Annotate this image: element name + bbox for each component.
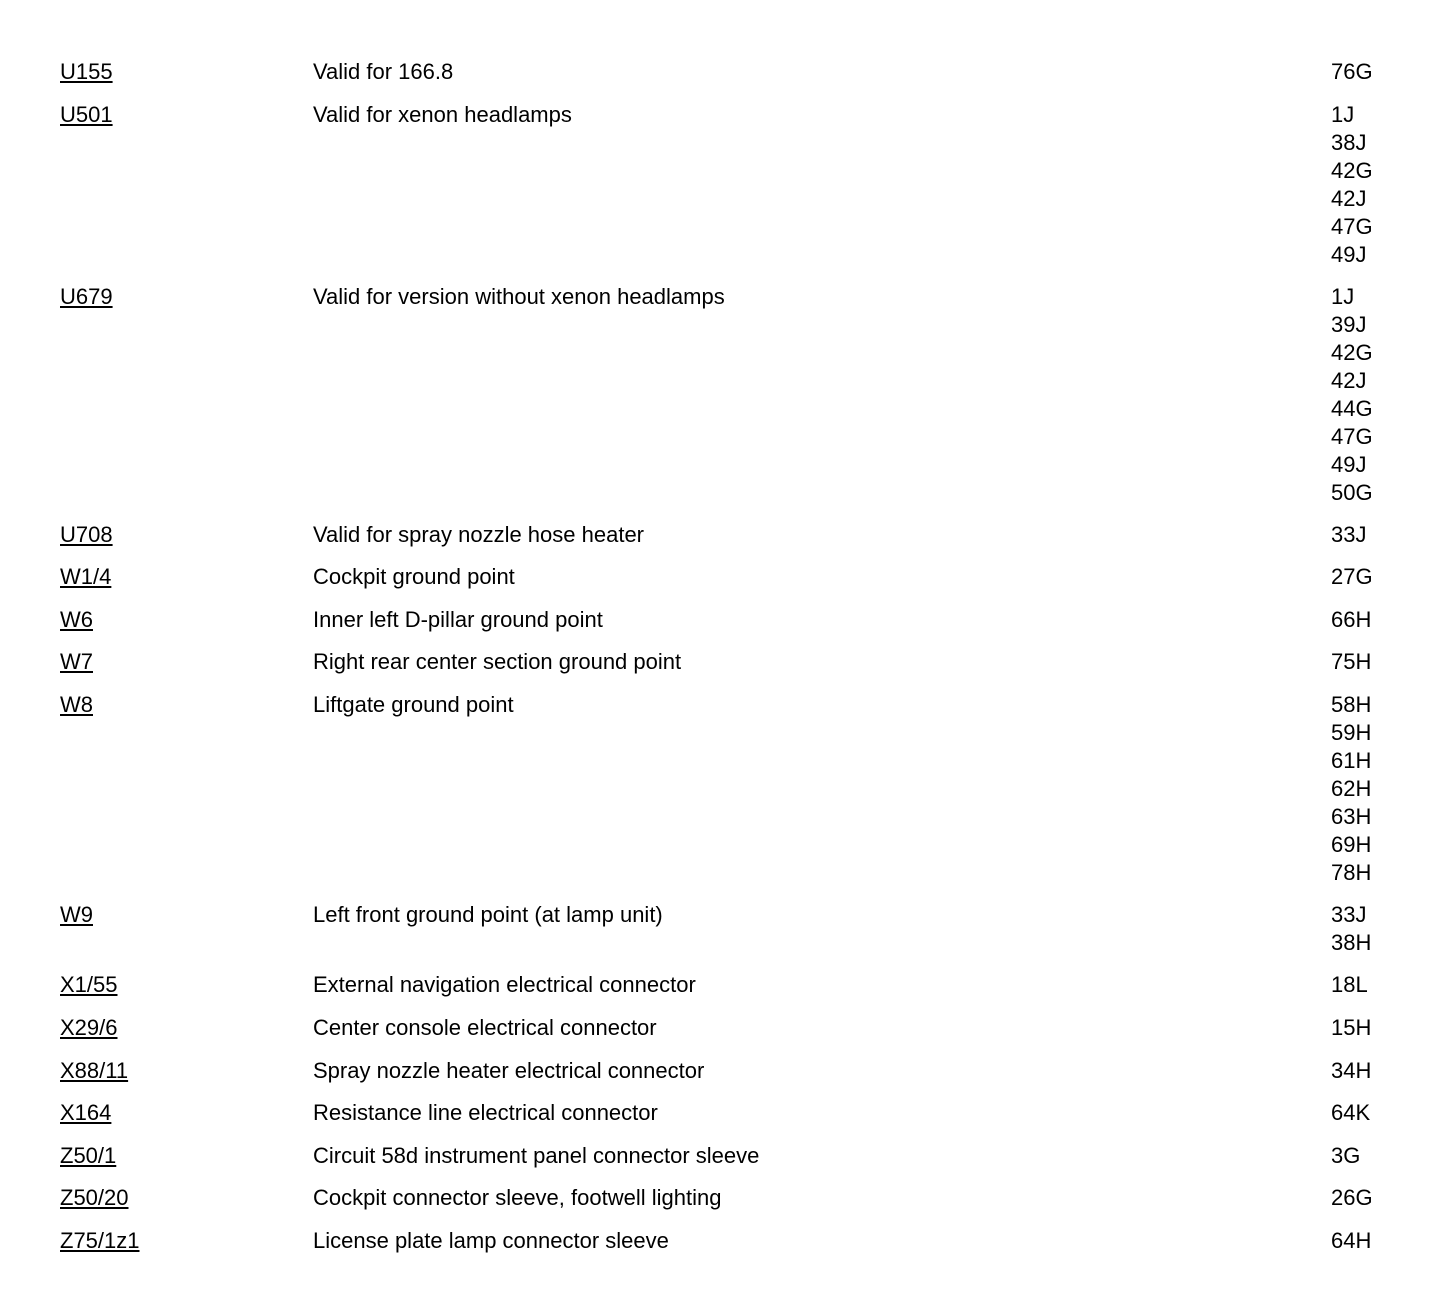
grid-location: 33J bbox=[1331, 522, 1367, 547]
component-description: Center console electrical connector bbox=[313, 1015, 657, 1040]
grid-location-list bbox=[1331, 901, 1371, 957]
grid-location: 69H bbox=[1331, 832, 1372, 857]
grid-location-list bbox=[1331, 1057, 1371, 1085]
grid-location: 49J bbox=[1331, 452, 1367, 477]
grid-location: 38H bbox=[1331, 930, 1372, 955]
component-description: Resistance line electrical connector bbox=[313, 1100, 658, 1125]
grid-location: 62H bbox=[1331, 776, 1372, 801]
grid-location: 47G bbox=[1331, 424, 1373, 449]
component-code-link[interactable]: Z50/1 bbox=[60, 1143, 117, 1168]
grid-location-list bbox=[1331, 1014, 1371, 1042]
component-description: Inner left D-pillar ground point bbox=[313, 607, 603, 632]
grid-location: 64K bbox=[1331, 1100, 1371, 1125]
grid-location-list bbox=[1331, 691, 1371, 887]
grid-location: 66H bbox=[1331, 607, 1372, 632]
grid-location: 59H bbox=[1331, 720, 1372, 745]
component-code-link[interactable]: W1/4 bbox=[60, 564, 112, 589]
grid-location-list bbox=[1331, 58, 1373, 86]
grid-location: 78H bbox=[1331, 860, 1372, 885]
component-code-link[interactable]: U501 bbox=[60, 102, 113, 127]
grid-location: 15H bbox=[1331, 1015, 1372, 1040]
component-code-link[interactable]: U155 bbox=[60, 59, 113, 84]
grid-location: 58H bbox=[1331, 692, 1372, 717]
grid-location-list bbox=[1331, 1227, 1371, 1255]
grid-location: 42G bbox=[1331, 340, 1373, 365]
grid-location: 3G bbox=[1331, 1143, 1361, 1168]
grid-location: 33J bbox=[1331, 902, 1367, 927]
component-description: Valid for 166.8 bbox=[313, 59, 454, 84]
grid-location-list bbox=[1331, 606, 1371, 634]
grid-location: 26G bbox=[1331, 1185, 1373, 1210]
component-description: Cockpit ground point bbox=[313, 564, 515, 589]
grid-location-list bbox=[1331, 1142, 1360, 1170]
component-code-link[interactable]: X1/55 bbox=[60, 972, 118, 997]
grid-location: 42J bbox=[1331, 186, 1367, 211]
component-description: External navigation electrical connector bbox=[313, 972, 696, 997]
grid-location-list bbox=[1331, 1184, 1373, 1212]
component-description: Spray nozzle heater electrical connector bbox=[313, 1058, 705, 1083]
component-code-link[interactable]: W7 bbox=[60, 649, 93, 674]
grid-location: 27G bbox=[1331, 564, 1373, 589]
grid-location: 42G bbox=[1331, 158, 1373, 183]
grid-location: 1J bbox=[1331, 284, 1355, 309]
grid-location: 44G bbox=[1331, 396, 1373, 421]
component-description: Circuit 58d instrument panel connector sleeve bbox=[313, 1143, 760, 1168]
component-code-link[interactable]: Z50/20 bbox=[60, 1185, 129, 1210]
component-description: Valid for version without xenon headlamps bbox=[313, 284, 725, 309]
component-description: Valid for spray nozzle hose heater bbox=[313, 522, 644, 547]
grid-location: 38J bbox=[1331, 130, 1367, 155]
grid-location-list bbox=[1331, 563, 1373, 591]
grid-location: 50G bbox=[1331, 480, 1373, 505]
grid-location-list bbox=[1331, 971, 1368, 999]
grid-location: 61H bbox=[1331, 748, 1372, 773]
grid-location: 18L bbox=[1331, 972, 1368, 997]
component-code-link[interactable]: X29/6 bbox=[60, 1015, 118, 1040]
grid-location: 34H bbox=[1331, 1058, 1372, 1083]
grid-location: 64H bbox=[1331, 1228, 1372, 1253]
component-description: Left front ground point (at lamp unit) bbox=[313, 902, 663, 927]
component-code-link[interactable]: Z75/1z1 bbox=[60, 1228, 140, 1253]
component-code-link[interactable]: U679 bbox=[60, 284, 113, 309]
grid-location-list bbox=[1331, 283, 1373, 507]
component-description: Liftgate ground point bbox=[313, 692, 514, 717]
component-code-link[interactable]: X88/11 bbox=[60, 1058, 129, 1083]
grid-location: 76G bbox=[1331, 59, 1373, 84]
component-description: License plate lamp connector sleeve bbox=[313, 1228, 669, 1253]
component-description: Right rear center section ground point bbox=[313, 649, 682, 674]
component-code-link[interactable]: U708 bbox=[60, 522, 113, 547]
grid-location: 1J bbox=[1331, 102, 1355, 127]
component-code-link[interactable]: W6 bbox=[60, 607, 93, 632]
grid-location: 49J bbox=[1331, 242, 1367, 267]
grid-location-list bbox=[1331, 101, 1373, 269]
component-description: Cockpit connector sleeve, footwell lighting bbox=[313, 1185, 722, 1210]
grid-location: 75H bbox=[1331, 649, 1372, 674]
grid-location: 63H bbox=[1331, 804, 1372, 829]
component-code-link[interactable]: W9 bbox=[60, 902, 93, 927]
component-code-link[interactable]: W8 bbox=[60, 692, 93, 717]
grid-location: 39J bbox=[1331, 312, 1367, 337]
grid-location: 47G bbox=[1331, 214, 1373, 239]
component-code-link[interactable]: X164 bbox=[60, 1100, 112, 1125]
grid-location: 42J bbox=[1331, 368, 1367, 393]
grid-location-list bbox=[1331, 1099, 1370, 1127]
grid-location-list bbox=[1331, 648, 1371, 676]
grid-location-list bbox=[1331, 521, 1366, 549]
component-description: Valid for xenon headlamps bbox=[313, 102, 572, 127]
